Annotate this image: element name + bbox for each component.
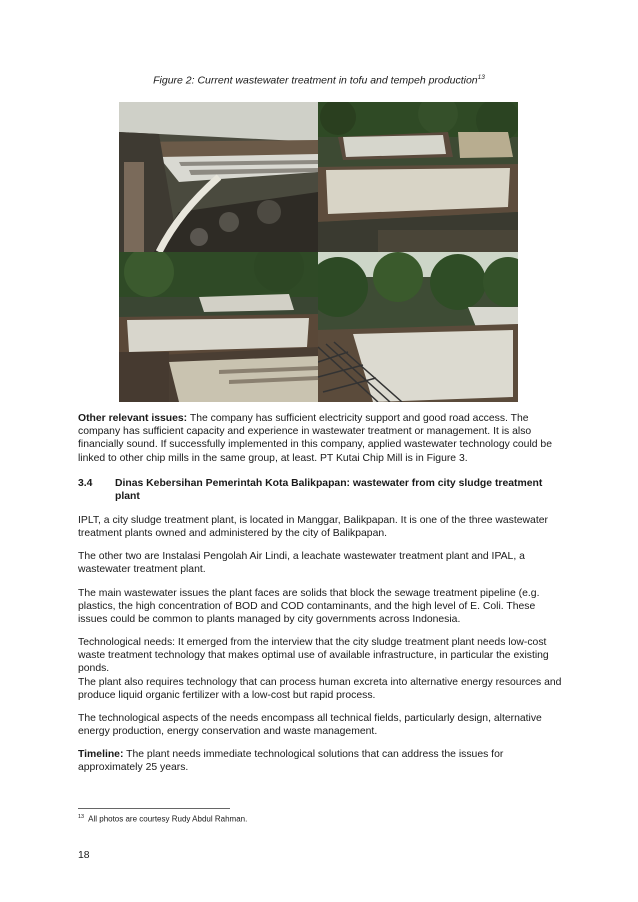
paragraph-other-issues xyxy=(78,412,562,465)
paragraph-tech-aspects: The technological aspects of the needs encompass all technical fields, particularly design, alternative energy production, energy conservation and waste management. xyxy=(78,713,542,738)
label-timeline: Timeline: xyxy=(78,749,124,760)
figure-caption-text: Figure 2: Current wastewater treatment in tofu and tempeh production xyxy=(153,74,478,87)
paragraph-tech-needs xyxy=(78,636,562,702)
footnote-divider xyxy=(78,808,230,809)
text-other-issues: The company has sufficient electricity support and good road access. The company has sufficient capacity and experience in wastewater treatment or management. It is also financially sound. If successfully implemented in this company, applied wastewater technology could be linked to other chip mills in the same group, at least. PT Kutai Chip Mill is in Figure 3. xyxy=(78,413,552,464)
footnote xyxy=(78,814,247,824)
figure-caption xyxy=(0,74,638,87)
photo-large-pond xyxy=(318,252,518,402)
footnote-reference: 13 xyxy=(477,74,485,81)
paragraph-main-issues: The main wastewater issues the plant faces are solids that block the sewage treatment pipeline (e.g. plastics, the high concentration of BOD and COD contaminants, and the high level of E. Coli. These issues could be common to plants managed by city governments across Indonesia. xyxy=(78,588,540,626)
paragraph-other-two: The other two are Instalasi Pengolah Air Lindi, a leachate wastewater treatment plant and IPAL, a wastewater treatment plant. xyxy=(78,551,525,576)
photo-treatment-tanks xyxy=(318,102,518,252)
text-tech-needs-1: Technological needs: It emerged from the interview that the city sludge treatment plant needs low-cost waste treatment technology that makes optimal use of available infrastructure, in particular the existing ponds. xyxy=(78,637,549,675)
paragraph-timeline xyxy=(78,748,562,774)
paragraph-iplt: IPLT, a city sludge treatment plant, is located in Manggar, Balikpapan. It is one of the three wastewater treatment plants owned and administered by the city of Balikpapan. xyxy=(78,515,548,540)
photo-sedimentation-basin xyxy=(119,102,318,252)
text-timeline: The plant needs immediate technological solutions that can address the issues for approximately 25 years. xyxy=(78,749,504,774)
photo-settling-ponds xyxy=(119,252,318,402)
footnote-text: All photos are courtesy Rudy Abdul Rahman. xyxy=(88,814,248,824)
section-number: 3.4 xyxy=(78,478,93,489)
figure-photo-collage xyxy=(119,102,518,402)
section-title: Dinas Kebersihan Pemerintah Kota Balikpapan: wastewater from city sludge treatment plant xyxy=(115,478,543,503)
text-tech-needs-2: The plant also requires technology that can process human excreta into alternative energy resources and produce liquid organic fertilizer with a low-cost but rapid process. xyxy=(78,676,562,701)
label-other-issues: Other relevant issues: xyxy=(78,413,188,424)
page-number: 18 xyxy=(78,850,90,861)
footnote-number: 13 xyxy=(78,814,85,820)
